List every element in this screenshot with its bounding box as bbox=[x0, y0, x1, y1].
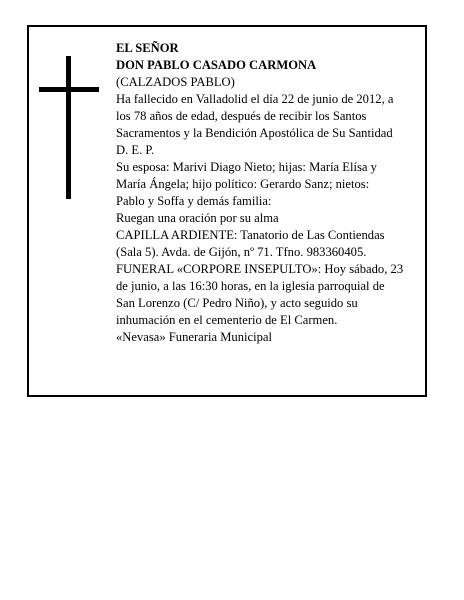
notice-line: los 78 años de edad, después de recibir los Santos bbox=[116, 109, 367, 123]
notice-text bbox=[116, 40, 426, 346]
notice-line: Ruegan una oración por su alma bbox=[116, 211, 279, 225]
notice-line: María Ángela; hijo político: Gerardo Sanz; nietos: bbox=[116, 177, 370, 191]
cross-horizontal-bar bbox=[39, 87, 99, 92]
notice-line: de junio, a las 16:30 horas, en la iglesia parroquial de bbox=[116, 279, 385, 293]
notice-line: D. E. P. bbox=[116, 143, 155, 157]
notice-line: FUNERAL «CORPORE INSEPULTO»: Hoy sábado, 23 bbox=[116, 262, 404, 276]
latin-cross-icon bbox=[39, 56, 99, 199]
obituary-notice bbox=[27, 25, 427, 397]
notice-line: «Nevasa» Funeraria Municipal bbox=[116, 330, 272, 344]
deceased-name: DON PABLO CASADO CARMONA bbox=[116, 58, 317, 72]
notice-line: Sacramentos y la Bendición Apostólica de Su Santidad bbox=[116, 126, 393, 140]
notice-line: Su esposa: Marivi Diago Nieto; hijas: María Elísa y bbox=[116, 160, 377, 174]
notice-line: inhumación en el cementerio de El Carmen. bbox=[116, 313, 338, 327]
notice-line: Ha fallecido en Valladolid el día 22 de junio de 2012, a bbox=[116, 92, 394, 106]
notice-line: CAPILLA ARDIENTE: Tanatorio de Las Contiendas bbox=[116, 228, 385, 242]
deceased-alias: (CALZADOS PABLO) bbox=[116, 75, 235, 89]
notice-line: Pablo y Soffa y demás familia: bbox=[116, 194, 272, 208]
cross-vertical-bar bbox=[66, 56, 71, 199]
notice-line: San Lorenzo (C/ Pedro Niño), y acto seguido su bbox=[116, 296, 358, 310]
notice-line: (Sala 5). Avda. de Gijón, nº 71. Tfno. 983360405. bbox=[116, 245, 367, 259]
notice-heading: EL SEÑOR bbox=[116, 41, 179, 55]
